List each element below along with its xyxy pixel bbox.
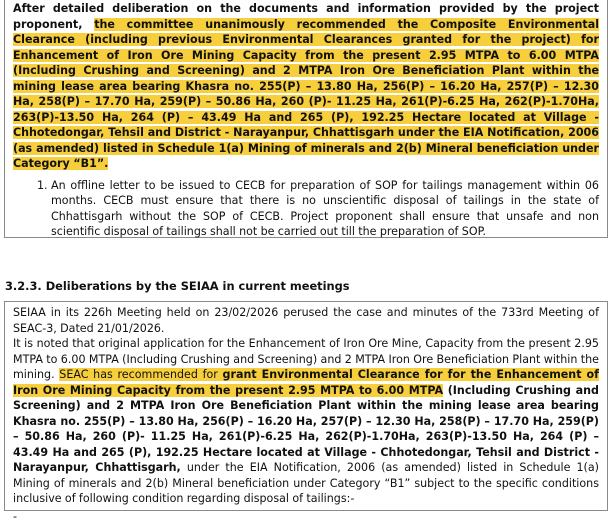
noting-paragraph <box>13 336 599 507</box>
noting-tail: under the EIA Notification, 2006 (as amended) listed in Schedule 1(a) Mining of minerals and 2(b) Mineral beneficiation under Category “B1” subject to the specific conditions inclusive of following condition regarding disposal of tailings:- <box>13 461 599 505</box>
recommendation-highlight: the committee unanimously recommended the Composite Environmental Clearance (including previous Environmental Clearances granted for the project) for Enhancement of Iron Ore Mining Capacity from the present 2.95 MTPA to 6.00 MTPA (Including Crushing and Screening) and 2 MTPA Iron Ore Beneficiation Plant within the mining lease area bearing Khasra no. 255(P) – 13.80 Ha, 256(P) – 16.20 Ha, 257(P) – 12.30 Ha, 258(P) – 17.70 Ha, 259(P) – 50.86 Ha, 260 (P)- 11.25 Ha, 261(P)-6.25 Ha, 262(P)-1.70Ha, 263(P)-13.50 Ha, 264 (P) – 43.49 Ha and 265 (P), 192.25 Hectare located at Village - Chhotedongar, Tehsil and District - Narayanpur, Chhattisgarh under the EIA Notification, 2006 (as amended) listed in Schedule 1(a) Mining of minerals and 2(b) Mineral beneficiation under Category “B1”. <box>13 17 599 170</box>
seiaa-deliberation-box <box>4 301 608 523</box>
recommendation-intro: After detailed deliberation on the documents and information provided by the project proponent, <box>13 2 599 31</box>
noting-plain: It is noted that original application for the Enhancement of Iron Ore Mine, Capacity from the present 2.95 MTPA to 6.00 MTPA (Including Crushing and Screening) and 2 MTPA Iron Ore Beneficiation Plant within the mining. <box>13 337 599 381</box>
list-item <box>13 178 599 240</box>
recommendation-paragraph <box>13 1 599 172</box>
list-item-number: 1. <box>37 178 48 192</box>
noting-highlight-bold: grant Environmental Clearance for for the Enhancement of Iron Ore Mining Capacity from the present 2.95 MTPA to 6.00 MTPA <box>13 368 599 397</box>
list-item-text: An offline letter to be issued to CECB for preparation of SOP for tailings management within 06 months. CECB must ensure that there is no unscientific disposal of tailings in the state of Chhattisgarh without the SOP of CECB. Project proponent shall ensure that unsafe and non scientific disposal of tailings shall not be carried out till the preparation of SOP. <box>51 178 599 238</box>
noting-highlight-plain: SEAC has recommended for <box>59 368 223 381</box>
clipped-line <box>13 0 599 1</box>
meeting-paragraph: SEIAA in its 226h Meeting held on 23/02/2026 perused the case and minutes of the 733rd Meeting of SEAC-3, Dated 21/01/2026. <box>13 306 599 335</box>
recommendation-box <box>4 0 608 238</box>
dash-marker: - <box>13 509 18 523</box>
noting-bold: (Including Crushing and Screening) and 2 MTPA Iron Ore Beneficiation Plant within the mining lease area bearing Khasra no. 255(P) – 13.80 Ha, 256(P) – 16.20 Ha, 257(P) – 12.30 Ha, 258(P) – 17.70 Ha, 259(P) – 50.86 Ha, 260 (P)- 11.25 Ha, 261(P)-6.25 Ha, 262(P)-1.70Ha, 263(P)-13.50 Ha, 264 (P) – 43.49 Ha and 265 (P), 192.25 Hectare located at Village - Chhotedongar, Tehsil and District - Narayanpur, Chhattisgarh, <box>13 383 599 474</box>
section-heading: 3.2.3. Deliberations by the SEIAA in current meetings <box>5 279 350 293</box>
